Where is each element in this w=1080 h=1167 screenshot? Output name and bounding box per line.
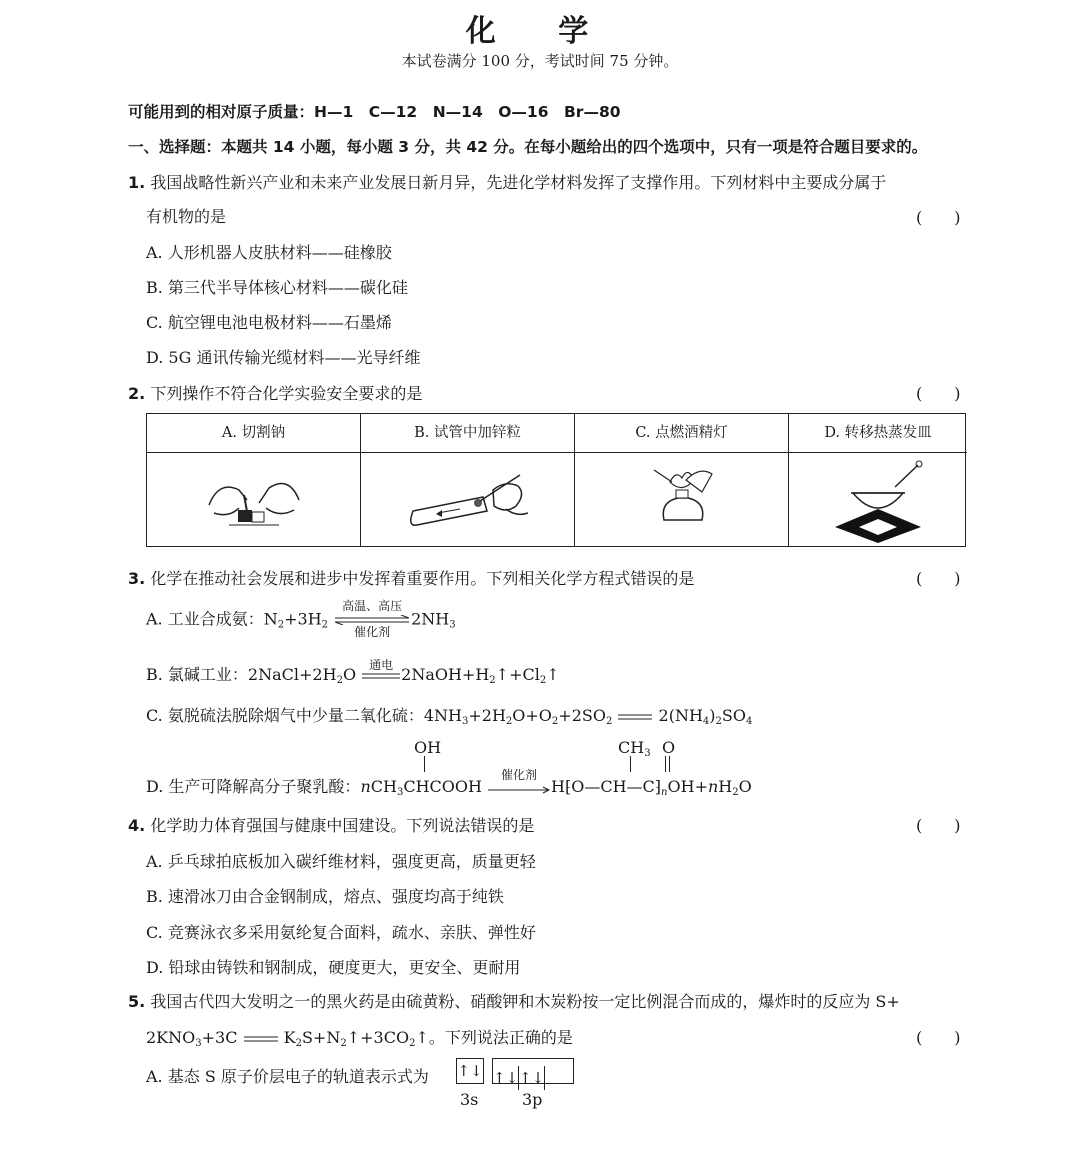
q5-stem-tail: 。下列说法正确的是	[428, 1028, 573, 1047]
q3-a-condition-top: 高温、高压	[342, 599, 403, 613]
q3-option-b-text: B. 氯碱工业：2NaCl+2H	[146, 665, 337, 684]
q3-stem	[128, 566, 694, 589]
q1-option-b: B. 第三代半导体核心材料——碳化硅	[146, 278, 408, 297]
evaporating-dish-illustration	[823, 457, 933, 543]
q3-option-a-text: A. 工业合成氨：N	[146, 609, 278, 629]
q3-option-a: A. 工业合成氨：$N_2+3H_2$ 高温、高压 催化剂 $2NH_3$	[146, 599, 456, 639]
orbital-label-3s: 3s	[460, 1090, 479, 1109]
test-tube-zinc-illustration	[398, 465, 538, 535]
q3-option-d-text: D. 生产可降解高分子聚乳酸：	[146, 777, 361, 796]
orbital-box-3p-3	[545, 1059, 571, 1083]
q1-stem-line1	[128, 170, 886, 193]
orbital-box-3s: ↑↓	[457, 1062, 483, 1080]
orbital-box-3p-2: ↑↓	[519, 1066, 545, 1090]
q3-option-d: D. 生产可降解高分子聚乳酸：nCH$_3$CHCOOH 催化剂 $H⁅O—CH—C⁆_nOH+nH_2O$	[146, 767, 752, 798]
q1-stem-text: 我国战略性新兴产业和未来产业发展日新月异，先进化学材料发挥了支撑作用。下列材料中主要成分属于	[150, 173, 887, 192]
q4-stem-text: 化学助力体育强国与健康中国建设。下列说法错误的是	[150, 816, 535, 835]
reversible-arrow	[333, 599, 411, 639]
orbital-box-3p-1: ↑↓	[493, 1066, 519, 1090]
q5-stem-line1	[128, 989, 900, 1012]
equals-sign-icon	[617, 712, 653, 722]
q3-d-bond-vertical-1	[424, 756, 425, 772]
q1-number: 1.	[128, 173, 146, 192]
catalyst-arrow	[487, 767, 551, 798]
experiment-cell-b	[361, 414, 575, 546]
q3-d-bond-vertical-2	[630, 756, 631, 772]
q4-stem	[128, 813, 534, 836]
equals-sign-icon	[243, 1034, 279, 1044]
q3-number: 3.	[128, 569, 146, 588]
orbital-diagram-3p	[492, 1058, 574, 1087]
right-arrow-icon	[487, 786, 551, 794]
q3-a-condition-bottom: 催化剂	[354, 625, 391, 639]
experiment-cell-d	[789, 414, 967, 546]
q3-d-double-bond-1	[665, 756, 666, 772]
q3-d-ch3-group: $CH_3$	[618, 738, 651, 759]
q4-number: 4.	[128, 816, 146, 835]
q3-d-condition: 催化剂	[501, 767, 538, 782]
experiment-label-a: A. 切割钠	[147, 414, 360, 453]
q1-answer-paren: ( )	[916, 208, 961, 227]
q1-option-c: C. 航空锂电池电极材料——石墨烯	[146, 313, 392, 332]
q4-option-b: B. 速滑冰刀由合金钢制成，熔点、强度均高于纯铁	[146, 887, 504, 906]
q3-stem-text: 化学在推动社会发展和进步中发挥着重要作用。下列相关化学方程式错误的是	[150, 569, 695, 588]
q2-answer-paren: ( )	[916, 384, 961, 403]
q5-stem-text: 我国古代四大发明之一的黑火药是由硫黄粉、硝酸钾和木炭粉按一定比例混合而成的，爆炸时的反应为 S+	[150, 992, 900, 1011]
q1-option-d: D. 5G 通讯传输光缆材料——光导纤维	[146, 348, 421, 367]
experiment-cell-a	[147, 414, 361, 546]
experiment-label-c: C. 点燃酒精灯	[575, 414, 788, 453]
q2-stem-text: 下列操作不符合化学实验安全要求的是	[150, 384, 423, 403]
q4-option-d: D. 铅球由铸铁和钢制成，硬度更大，更安全、更耐用	[146, 958, 521, 977]
paper-title: 化 学	[465, 14, 615, 49]
q3-d-double-bond-2	[669, 756, 670, 772]
q5-answer-paren: ( )	[916, 1028, 961, 1047]
electrolysis-arrow	[361, 657, 401, 686]
q3-option-b: B. 氯碱工业：$2NaCl+2H_2O$ 通电 $2NaOH+H_2↑+Cl_2↑$	[146, 657, 560, 686]
q5-number: 5.	[128, 992, 146, 1011]
orbital-label-3p: 3p	[522, 1090, 543, 1109]
q2-number: 2.	[128, 384, 146, 403]
experiment-cell-c	[575, 414, 789, 546]
q3-d-oh-group: OH	[414, 738, 442, 757]
q3-option-c-text: C. 氨脱硫法脱除烟气中少量二氧化硫：4NH	[146, 706, 462, 725]
q4-answer-paren: ( )	[916, 816, 961, 835]
q3-d-carbonyl-o: O	[662, 738, 676, 757]
q5-option-a: A. 基态 S 原子价层电子的轨道表示式为	[146, 1067, 429, 1086]
atomic-masses: 可能用到的相对原子质量：H—1 C—12 N—14 O—16 Br—80	[128, 103, 621, 121]
experiment-label-d: D. 转移热蒸发皿	[789, 414, 967, 453]
q4-option-a: A. 乒乓球拍底板加入碳纤维材料，强度更高，质量更轻	[146, 852, 536, 871]
q2-stem	[128, 381, 422, 404]
orbital-diagram-3s	[456, 1058, 484, 1084]
q1-stem-line2: 有机物的是	[146, 207, 227, 226]
equals-arrow-icon	[361, 672, 401, 680]
q1-option-a: A. 人形机器人皮肤材料——硅橡胶	[146, 243, 392, 262]
q3-option-c: C. 氨脱硫法脱除烟气中少量二氧化硫：$4NH_3+2H_2O+O_2+2SO_2$ $2(NH_4)_2SO_4$	[146, 706, 753, 727]
experiment-table	[146, 413, 966, 547]
experiment-label-b: B. 试管中加锌粒	[361, 414, 574, 453]
paper-subtitle: 本试卷满分 100 分，考试时间 75 分钟。	[401, 52, 679, 70]
q5-stem-line2: $2KNO_3+3C$ $K_2S+N_2↑+3CO_2↑$。下列说法正确的是	[146, 1028, 573, 1049]
q3-d-ch3-text: CH	[618, 738, 645, 757]
section-heading: 一、选择题：本题共 14 小题，每小题 3 分，共 42 分。在每小题给出的四个选项中，只有一项是符合题目要求的。	[128, 138, 928, 156]
q3-answer-paren: ( )	[916, 569, 961, 588]
q4-option-c: C. 竞赛泳衣多采用氨纶复合面料，疏水、亲肤、弹性好	[146, 923, 536, 942]
cutting-sodium-illustration	[194, 465, 314, 535]
q3-b-condition: 通电	[369, 657, 394, 672]
alcohol-lamp-illustration	[642, 460, 722, 540]
